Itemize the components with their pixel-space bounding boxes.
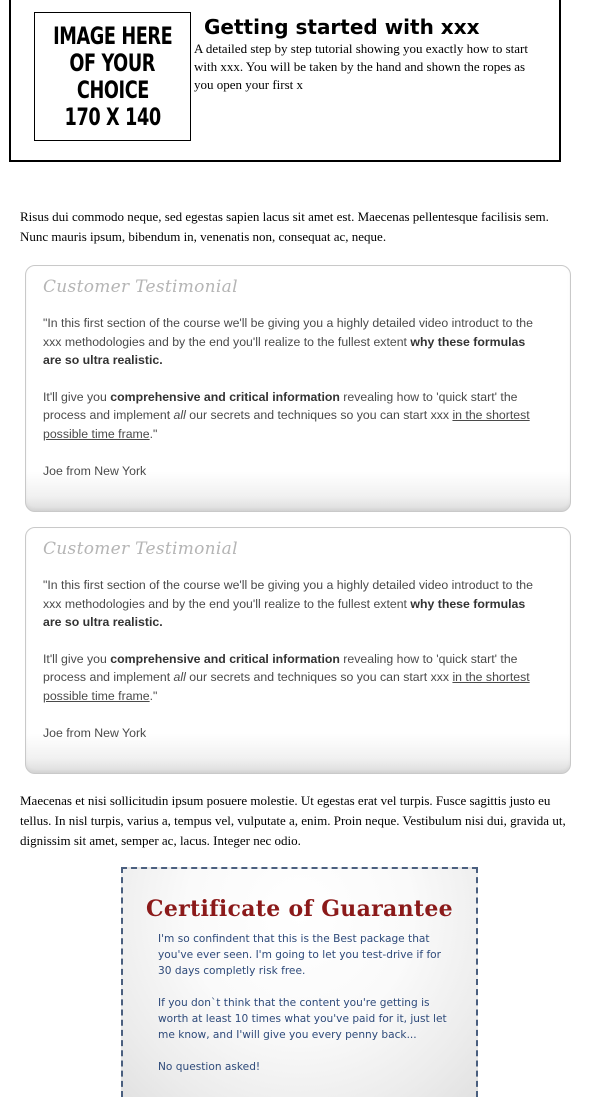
testimonial-paragraph [43, 388, 543, 444]
placeholder-line: OF YOUR [69, 48, 156, 77]
certificate-title: Certificate of Guarantee [146, 896, 453, 922]
placeholder-image [34, 12, 191, 141]
placeholder-line: CHOICE [76, 75, 149, 104]
certificate-text [158, 931, 448, 1075]
testimonial-italic-text: all [173, 670, 186, 684]
header-description: A detailed step by step tutorial showing you exactly how to start with xxx. You will be taken by the hand and shown the ropes as you open your first x [194, 41, 528, 92]
testimonial-text: revealing how to 'quick start' the process and implement [43, 651, 518, 684]
intro-paragraph: Risus dui commodo neque, sed egestas sapien lacus sit amet est. Maecenas pellentesque facilisis sem. Nunc mauris ipsum, bibendum in, venenatis non, consequat ac, neque. [20, 209, 549, 244]
testimonial-box [25, 527, 571, 774]
testimonial-underlined-text: in the shortest possible time frame [43, 670, 530, 703]
testimonial-paragraph [43, 314, 543, 370]
testimonial-author: Joe from New York [43, 464, 147, 478]
certificate-paragraph: I'm so confindent that this is the Best package that you've ever seen. I'm going to let you test-drive if for 30 days completly risk free. [158, 933, 442, 977]
testimonial-author: Joe from New York [43, 726, 147, 740]
certificate-of-guarantee [121, 867, 478, 1097]
testimonial-body [43, 576, 543, 705]
testimonial-text: ." [149, 688, 158, 703]
testimonial-bold-text: why these formulas are so ultra realistic. [43, 596, 526, 629]
testimonial-bold-text: why these formulas are so ultra realistic. [43, 334, 526, 367]
testimonial-heading: Customer Testimonial [43, 277, 238, 297]
placeholder-line: 170 X 140 [64, 102, 161, 131]
testimonial-text: ." [149, 426, 158, 441]
testimonial-text: "In this first section of the course we'll be giving you a highly detailed video introduct to the xxx methodologies and by the end you'll realize to the fullest extent [43, 578, 533, 611]
testimonial-italic-text: all [173, 408, 186, 422]
testimonial-bold-text: comprehensive and critical information [110, 389, 340, 404]
testimonial-text: It'll give you [43, 389, 111, 404]
testimonial-text: revealing how to 'quick start' the process and implement [43, 389, 518, 422]
testimonial-paragraph [43, 650, 543, 706]
testimonial-text: our secrets and techniques so you can start xxx [185, 670, 453, 684]
testimonial-heading: Customer Testimonial [43, 539, 238, 559]
page-title: Getting started with xxx [204, 15, 480, 39]
outro-paragraph: Maecenas et nisi sollicitudin ipsum posuere molestie. Ut egestas erat vel turpis. Fusce sagittis justo eu tellus. In nisl turpis, varius a, tempus vel, vulputate a, enim. Proin neque. Vestibulum nisi dui, gravida ut, dignissim sit amet, semper ac, lacus. Integer nec odio. [20, 793, 566, 848]
testimonial-text: It'll give you [43, 651, 111, 666]
placeholder-line: IMAGE HERE [52, 21, 173, 50]
testimonial-box [25, 265, 571, 512]
testimonial-text: our secrets and techniques so you can start xxx [185, 408, 453, 422]
testimonial-text: "In this first section of the course we'll be giving you a highly detailed video introduct to the xxx methodologies and by the end you'll realize to the fullest extent [43, 316, 533, 349]
testimonial-underlined-text: in the shortest possible time frame [43, 408, 530, 441]
testimonial-bold-text: comprehensive and critical information [110, 651, 340, 666]
certificate-paragraph: If you don`t think that the content you're getting is worth at least 10 times what you've paid for it, just let me know, and I'will give you every penny back... [158, 997, 447, 1041]
testimonial-body [43, 314, 543, 443]
header-box [9, 0, 561, 162]
testimonial-paragraph [43, 576, 543, 632]
certificate-closing: No question asked! [158, 1061, 261, 1073]
